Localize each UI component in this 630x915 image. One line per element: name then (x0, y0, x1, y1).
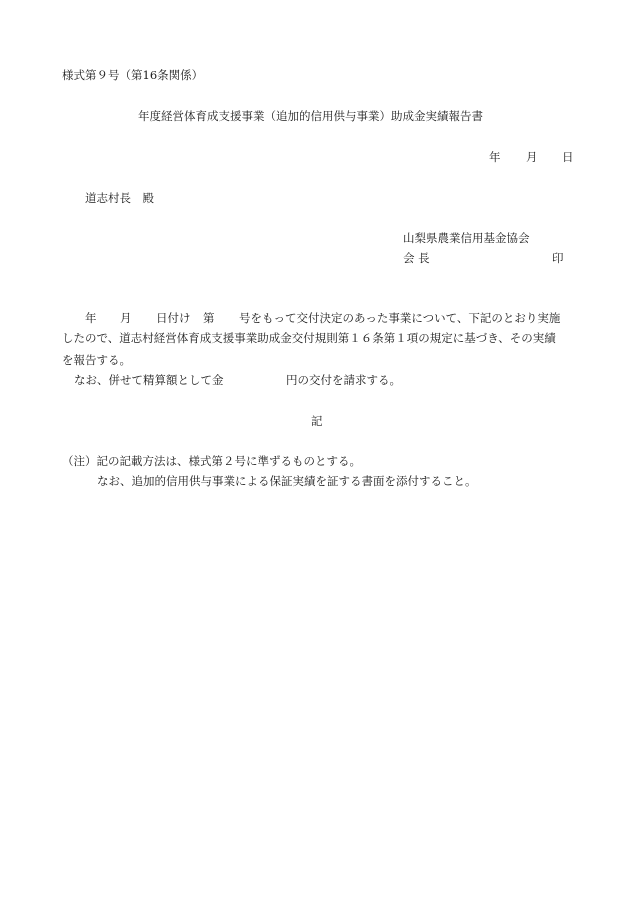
body-dated: 日付け (156, 311, 191, 325)
settlement-text-a: なお、併せて精算額として金 (74, 373, 224, 387)
seal-mark: 印 (552, 251, 564, 265)
body-line-2: したので、道志村経営体育成支援事業助成金交付規則第１６条第１項の規定に基づき、その実績 (62, 331, 556, 345)
body-line-3: を報告する。 (62, 353, 131, 367)
date-month: 月 (526, 150, 538, 164)
date-year: 年 (489, 150, 501, 164)
body-year: 年 (85, 311, 97, 325)
ki-heading: 記 (311, 414, 323, 428)
body-line-1-rest: 号をもって交付決定のあった事業について、下記のとおり実施 (239, 311, 561, 325)
addressee: 道志村長 殿 (85, 191, 154, 205)
sender-organization: 山梨県農業信用基金協会 (403, 231, 530, 245)
note-line-2: なお、追加的信用供与事業による保証実績を証する書面を添付すること。 (97, 474, 477, 488)
document-title: 年度経営体育成支援事業（追加的信用供与事業）助成金実績報告書 (138, 109, 483, 123)
note-line-1: （注）記の記載方法は、様式第２号に準ずるものとする。 (62, 454, 361, 468)
date-day: 日 (562, 150, 574, 164)
sender-title: 会 長 (403, 251, 430, 265)
settlement-text-b: 円の交付を請求する。 (286, 373, 401, 387)
body-number-prefix: 第 (203, 311, 215, 325)
form-number: 様式第９号（第16条関係） (62, 68, 204, 82)
body-month: 月 (120, 311, 132, 325)
